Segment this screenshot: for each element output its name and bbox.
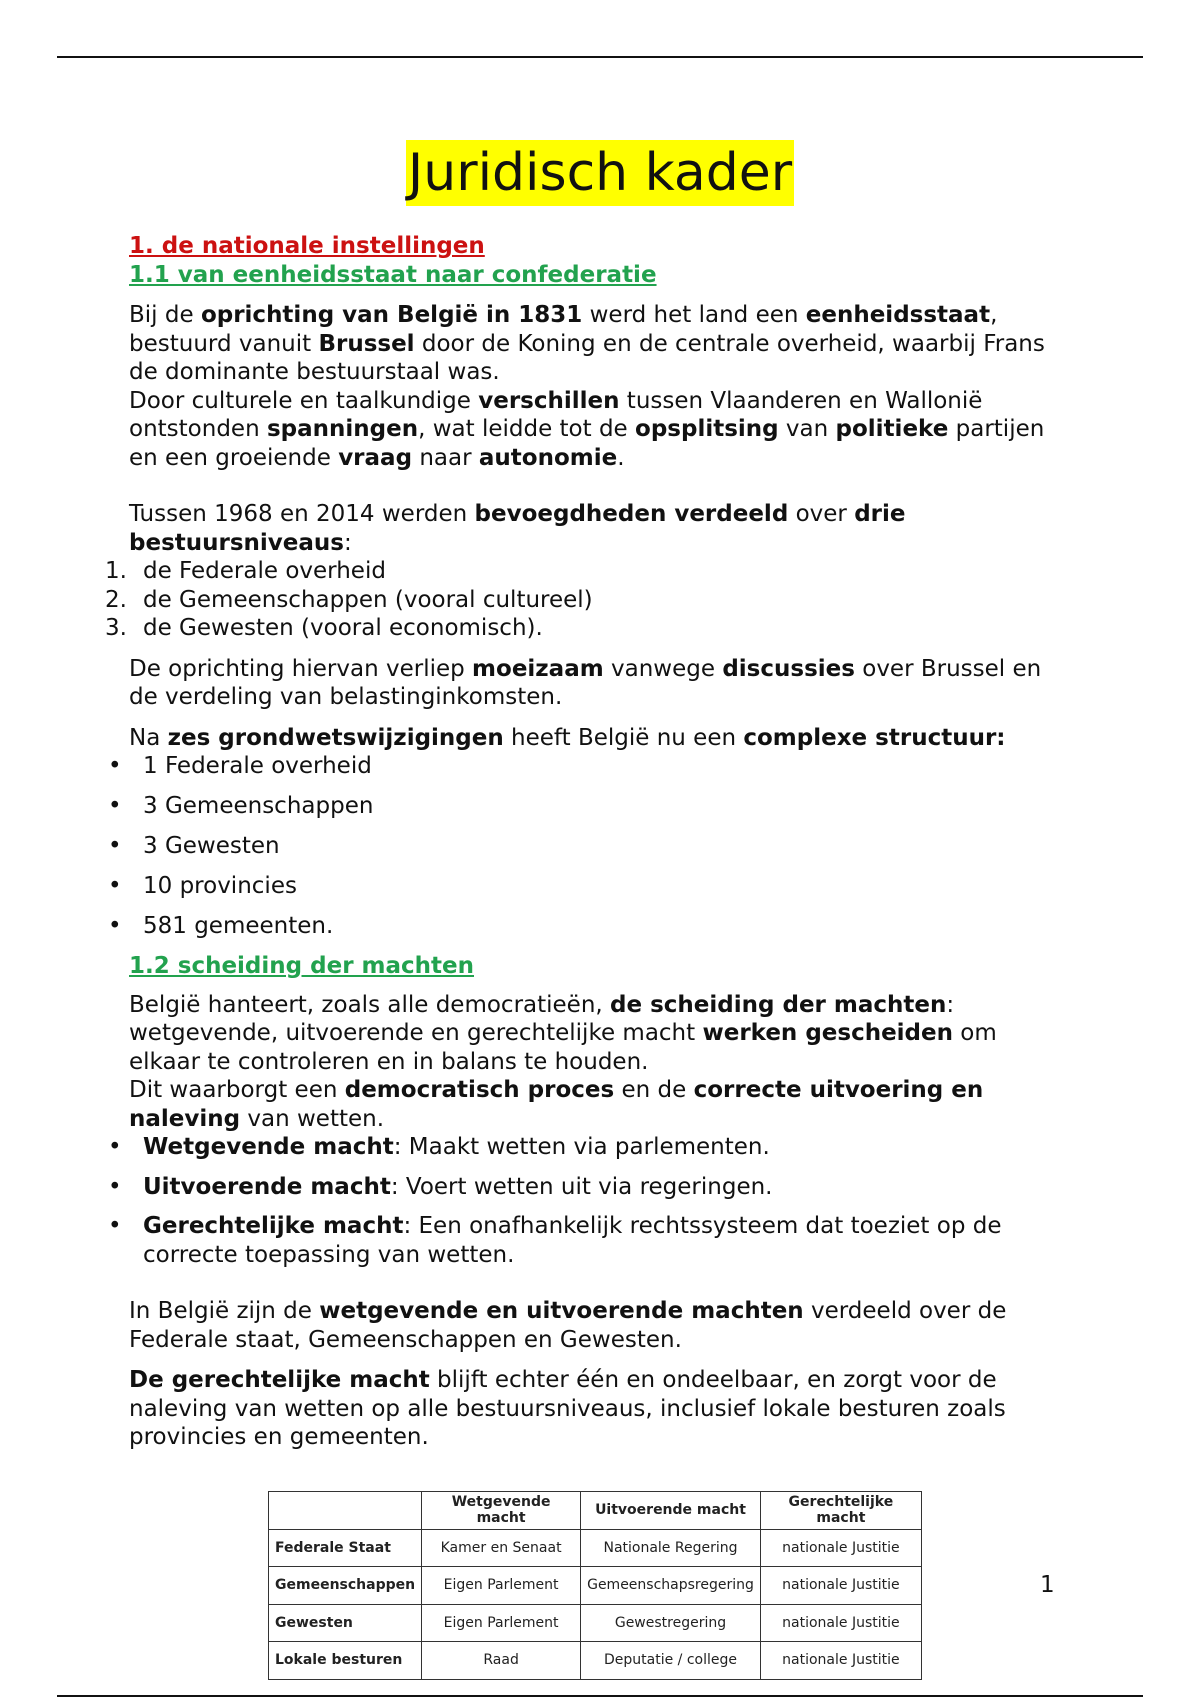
levels-list xyxy=(105,557,1035,643)
bottom-rule xyxy=(57,1695,1143,1697)
table-header-cell: Uitvoerende macht xyxy=(581,1492,761,1530)
table-row xyxy=(269,1567,922,1605)
list-item: • 3 Gewesten xyxy=(108,833,280,859)
paragraph-division: In België zijn de wetgevende en uitvoerende machten verdeeld over de Federale staat, Gemeenschappen en Gewesten. xyxy=(129,1298,1007,1353)
table-cell: Raad xyxy=(422,1642,581,1680)
table-cell: Eigen Parlement xyxy=(422,1567,581,1605)
table-cell: Gemeenschapsregering xyxy=(581,1567,761,1605)
paragraph-tensions: Door culturele en taalkundige verschillen tussen Vlaanderen en Wallonië ontstonden spanningen, wat leidde tot de opsplitsing van politieke partijen en een groeiende vraag naar autonomie. xyxy=(129,387,1045,471)
table-cell: Eigen Parlement xyxy=(422,1604,581,1642)
row-label: Gewesten xyxy=(269,1604,422,1642)
section-heading-1: 1. de nationale instellingen xyxy=(129,233,485,259)
list-item: 1. de Federale overheid xyxy=(105,558,386,584)
subsection-heading-1-2: 1.2 scheiding der machten xyxy=(129,953,474,979)
powers-list xyxy=(105,1133,1035,1269)
table-cell: nationale Justitie xyxy=(760,1567,921,1605)
list-item: • Gerechtelijke macht: Een onafhankelijk rechtssysteem dat toeziet op de correcte toepassing van wetten. xyxy=(108,1213,1002,1268)
paragraph-separation: België hanteert, zoals alle democratieën, de scheiding der machten: wetgevende, uitvoerende en gerechtelijke macht werken gescheiden om elkaar te controleren en in balans te houden. xyxy=(129,991,997,1075)
document-body xyxy=(105,232,1059,1452)
table-cell: Gewestregering xyxy=(581,1604,761,1642)
table-cell: nationale Justitie xyxy=(760,1642,921,1680)
list-item: • 1 Federale overheid xyxy=(108,753,372,779)
paragraph-guarantee: Dit waarborgt een democratisch proces en de correcte uitvoering en naleving van wetten. xyxy=(129,1077,984,1132)
table-header-cell xyxy=(269,1492,422,1530)
top-rule xyxy=(57,56,1143,58)
subsection-heading-1-1: 1.1 van eenheidsstaat naar confederatie xyxy=(129,261,657,288)
table-cell: nationale Justitie xyxy=(760,1604,921,1642)
structure-list xyxy=(105,752,1035,941)
table-header-cell: Wetgevende macht xyxy=(422,1492,581,1530)
paragraph-founding: Bij de oprichting van België in 1831 werd het land een eenheidsstaat, bestuurd vanuit Brussel door de Koning en de centrale overheid, waarbij Frans de dominante bestuurstaal was. xyxy=(129,302,1045,385)
table-header-row xyxy=(269,1492,922,1530)
row-label: Lokale besturen xyxy=(269,1642,422,1680)
list-item: • Wetgevende macht: Maakt wetten via parlementen. xyxy=(108,1134,770,1160)
list-item: • 3 Gemeenschappen xyxy=(108,793,374,819)
paragraph-structure: Na zes grondwetswijzigingen heeft België nu een complexe structuur: xyxy=(129,724,1006,751)
list-item: 2. de Gemeenschappen (vooral cultureel) xyxy=(105,586,593,613)
paragraph-difficult: De oprichting hiervan verliep moeizaam vanwege discussies over Brussel en de verdeling van belastinginkomsten. xyxy=(129,655,1042,710)
powers-table xyxy=(268,1491,922,1680)
list-item: • 10 provincies xyxy=(108,873,297,899)
title-container xyxy=(0,140,1200,206)
list-item: • 581 gemeenten. xyxy=(108,913,334,939)
table-row xyxy=(269,1642,922,1680)
table-header-cell: Gerechtelijke macht xyxy=(760,1492,921,1530)
table-row xyxy=(269,1604,922,1642)
table-cell: Deputatie / college xyxy=(581,1642,761,1680)
row-label: Gemeenschappen xyxy=(269,1567,422,1605)
row-label: Federale Staat xyxy=(269,1529,422,1567)
table-cell: nationale Justitie xyxy=(760,1529,921,1567)
list-item: 3. de Gewesten (vooral economisch). xyxy=(105,615,543,641)
page-title: Juridisch kader xyxy=(406,140,794,206)
paragraph-judiciary: De gerechtelijke macht blijft echter één en ondeelbaar, en zorgt voor de naleving van wetten op alle bestuursniveaus, inclusief lokale besturen zoals provincies en gemeenten. xyxy=(129,1367,1006,1450)
paragraph-competences: Tussen 1968 en 2014 werden bevoegdheden verdeeld over drie bestuursniveaus: xyxy=(129,501,906,556)
table-cell: Nationale Regering xyxy=(581,1529,761,1567)
table-row xyxy=(269,1529,922,1567)
table-cell: Kamer en Senaat xyxy=(422,1529,581,1567)
list-item: • Uitvoerende macht: Voert wetten uit via regeringen. xyxy=(108,1173,773,1200)
powers-table-container xyxy=(268,1491,922,1680)
page-number: 1 xyxy=(1040,1572,1055,1598)
